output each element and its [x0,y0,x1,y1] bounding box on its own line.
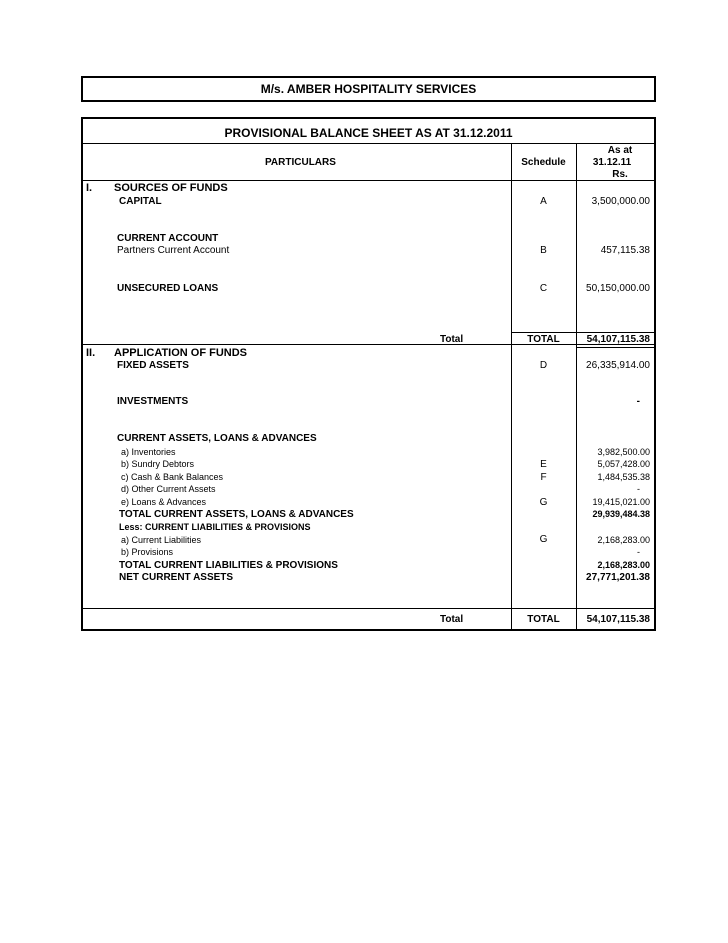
loans-advances-label: e) Loans & Advances [121,497,207,507]
less-current-liabilities-label: Less: CURRENT LIABILITIES & PROVISIONS [119,522,311,532]
sources-total-label: Total [440,334,464,345]
current-assets-label: CURRENT ASSETS, LOANS & ADVANCES [117,433,317,444]
sources-total-amount: 54,107,115.38 [586,334,650,345]
sources-total-underline [577,347,655,348]
current-liabilities-schedule: G [539,534,548,545]
cash-bank-amount: 1,484,535.38 [597,472,650,482]
fixed-assets-schedule: D [539,360,548,371]
current-account-label: CURRENT ACCOUNT [117,233,219,244]
net-current-assets-label: NET CURRENT ASSETS [119,572,234,583]
investments-label: INVESTMENTS [117,396,189,407]
other-current-assets-amount: - [637,484,640,494]
inventories-amount: 3,982,500.00 [597,447,650,457]
sources-total-schedule: TOTAL [527,334,560,345]
provisions-amount: - [637,547,640,557]
title-divider [82,143,655,144]
fixed-assets-label: FIXED ASSETS [117,360,189,371]
current-liabilities-amount: 2,168,283.00 [597,535,650,545]
application-total-divider [82,608,655,609]
partners-current-account-label: Partners Current Account [117,245,230,256]
fixed-assets-amount: 26,335,914.00 [586,360,650,371]
particulars-header: PARTICULARS [265,157,336,168]
schedule-column-left-line [511,143,512,630]
net-current-assets-amount: 27,771,201.38 [586,572,650,583]
total-current-liabilities-amount: 2,168,283.00 [597,560,650,570]
date-header: 31.12.11 [592,157,632,168]
schedule-header: Schedule [521,157,566,168]
capital-label: CAPITAL [119,196,162,207]
unsecured-loans-schedule: C [539,283,548,294]
total-current-liabilities-label: TOTAL CURRENT LIABILITIES & PROVISIONS [119,560,338,571]
application-roman: II. [86,347,96,359]
investments-amount: - [636,396,640,407]
capital-amount: 3,500,000.00 [591,196,650,207]
current-account-amount: 457,115.38 [600,245,650,256]
sources-total-top-line [511,332,655,333]
total-current-assets-amount: 29,939,484.38 [592,509,650,519]
application-heading: APPLICATION OF FUNDS [114,347,248,359]
other-current-assets-label: d) Other Current Assets [121,484,216,494]
sheet-title: PROVISIONAL BALANCE SHEET AS AT 31.12.2011 [224,126,513,140]
total-current-assets-label: TOTAL CURRENT ASSETS, LOANS & ADVANCES [119,509,354,520]
sundry-debtors-schedule: E [540,459,547,470]
unsecured-loans-label: UNSECURED LOANS [117,283,219,294]
inventories-label: a) Inventories [121,447,176,457]
application-total-label: Total [440,614,464,625]
current-liabilities-label: a) Current Liabilities [121,535,202,545]
loans-advances-amount: 19,415,021.00 [592,497,650,507]
unsecured-loans-amount: 50,150,000.00 [586,283,650,294]
company-name: M/s. AMBER HOSPITALITY SERVICES [260,82,477,96]
as-at-header: As at [607,145,633,156]
application-total-schedule: TOTAL [527,614,560,625]
application-total-amount: 54,107,115.38 [586,614,650,625]
current-account-schedule: B [540,245,547,256]
loans-advances-schedule: G [539,497,548,508]
unit-header: Rs. [612,169,628,180]
sundry-debtors-amount: 5,057,428.00 [597,459,650,469]
header-divider [82,180,655,181]
capital-schedule: A [540,196,547,207]
cash-bank-label: c) Cash & Bank Balances [121,472,224,482]
provisions-label: b) Provisions [121,547,174,557]
sources-heading: SOURCES OF FUNDS [114,182,228,194]
sources-roman: I. [86,182,93,194]
cash-bank-schedule: F [540,472,547,483]
sundry-debtors-label: b) Sundry Debtors [121,459,195,469]
